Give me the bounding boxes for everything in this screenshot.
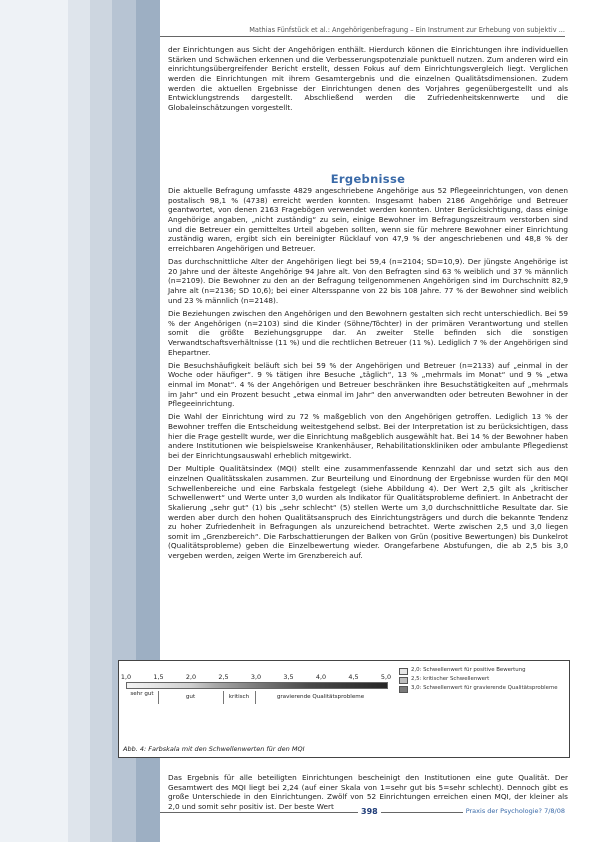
mqi-scale [120,673,393,703]
scale-tick: 1,0 [120,673,132,681]
color-band-2 [68,0,90,842]
section-title: Ergebnisse [330,172,406,186]
journal-name: Praxis der Psychologie? 7/8/08 [463,807,565,815]
scale-tick: 1,5 [153,673,164,681]
legend-swatch [399,686,408,693]
scale-tick: 2,5 [218,673,229,681]
scale-tick: 2,0 [185,673,197,681]
figure-color-scale [118,660,570,758]
scale-categories [126,689,386,703]
legend-label: 3,0: Schwellenwert für gravierende Qualitätsprobleme [411,685,558,691]
gradient-bar [126,682,388,689]
figure-legend [399,667,567,694]
legend-item [399,667,567,675]
legend-label: 2,0: Schwellenwert für positive Bewertung [411,667,526,673]
paragraph-age: Das durchschnittliche Alter der Angehörigen liegt bei 59,4 (n=2104; SD=10,9). Der jüngste Angehörige ist 20 Jahre und der älteste Angehörige 94 Jahre alt. Von den Befragten sind 63 % weiblich und 37 % männlich (n=2109). Die Bewohner zu den an der Befragung teilgenommenen Angehörigen sind im Durchschnitt 82,9 Jahre alt (n=2136; SD 10,6); bei einer Altersspanne von 22 bis 108 Jahre. 77 % der Bewohner sind weiblich und 23 % männlich (n=2148). [168,257,568,305]
paragraph-relationships: Die Beziehungen zwischen den Angehörigen und den Bewohnern gestalten sich recht unterschiedlich. Bei 59 % der Angehörigen (n=2103) sind die Kinder (Söhne/Töchter) in der primären Verantwortung und stellen somit die größte Beziehungsgruppe dar. An zweiter Stelle befinden sich die sonstigen Verwandtschaftsverhältnisse (11 %) und die rechtlichen Betreuer (11 %). Lediglich 7 % der Angehörigen sind Ehepartner. [168,308,568,357]
scale-tick: 3,5 [283,673,294,681]
intro-block [168,45,568,116]
figure-caption: Abb. 4: Farbskala mit den Schwellenwerten für den MQI [123,745,305,753]
scale-tick: 4,0 [315,673,327,681]
category-kritisch: kritisch [223,691,256,704]
scale-tick: 4,5 [348,673,359,681]
legend-swatch [399,668,408,675]
category-gut: gut [158,691,224,704]
scale-tick: 5,0 [380,673,392,681]
paragraph-mqi: Der Multiple Qualitätsindex (MQI) stellt eine zusammenfassende Kennzahl dar und setzt sich aus den einzelnen Qualitätsskalen zusammen. Zur Beurteilung und Einordnung der Ergebnisse wurden für den MQI Schwellenbereiche und eine Farbskala festgelegt (siehe Abbildung 4). Der Wert 2,5 gilt als „kritischer Schwellenwert“ und Werte unter 3,0 wurden als Indikator für Qualitätsprobleme definiert. In Anbetracht der Skalierung „sehr gut“ (1) bis „sehr schlecht“ (5) stellen Werte um 3,0 durchschnittliche Resultate dar. Sie werden aber durch den hohen Qualitätsanspruch des Einrichtungsträgers und durch die bekannte Tendenz zu hoher Zufriedenheit in Befragungen als unzureichend betrachtet. Werte zwischen 2,5 und 3,0 liegen somit im „Grenzbereich“. Die Farbschattierungen der Balken von Grün (positive Bewertungen) bis Dunkelrot (Qualitätsprobleme) geben die Einzelbewertung wieder. Orangefarbene Abstufungen, die ab 2,5 bis 3,0 vergeben werden, zeigen Werte im Grenzbereich auf. [168,464,568,561]
category-gravierend: gravierende Qualitätsprobleme [276,694,365,700]
category-sehr-gut: sehr gut [126,691,159,704]
paragraph-choice-of-facility: Die Wahl der Einrichtung wird zu 72 % maßgeblich von den Angehörigen getroffen. Lediglich 13 % der Bewohner treffen die Entscheidung weitestgehend selbst. Bei der Interpretation ist zu berücksichtigen, dass hier die Frage gestellt wurde, wer die Einrichtung maßgeblich ausgewählt hat. Bei 14 % der Bewohner haben andere Institutionen wie beispielsweise Krankenhäuser, Rehabilitationskliniken oder ambulante Pflegedienst bei der Einrichtungsauswahl erheblich mitgewirkt. [168,412,568,461]
legend-item [399,685,567,693]
results-body [168,186,568,564]
scale-ticks [120,673,393,682]
closing-paragraph: Das Ergebnis für alle beteiligten Einrichtungen bescheinigt den Institutionen eine gute Qualität. Der Gesamtwert des MQI liegt bei 2,24 (auf einer Skala von 1=sehr gut bis 5=sehr schlecht). Dennoch gibt es große Unterschiede in den Einrichtungen. Zwölf von 52 Einrichtungen erreichen einen MQI, der kleiner als 2,0 und somit sehr positiv ist. Der beste Wert [168,773,568,811]
color-band-1 [0,0,68,842]
paragraph-visit-frequency: Die Besuchshäufigkeit beläuft sich bei 59 % der Angehörigen und Betreuer (n=2133) auf „einmal in der Woche oder häufiger“. 9 % tätigen ihre Besuche „täglich“, 13 % „mehrmals im Monat“ und 9 % „etwa einmal im Monat“. 4 % der Angehörigen und Betreuer beschränken ihre Besuchstätigkeiten auf „mehrmals im Jahr“ und ein Prozent besucht „etwa einmal im Jahr“ den anverwandten oder betreuten Bewohner in der Pflegeeinrichtung. [168,360,568,409]
running-head: Mathias Fünfstück et al.: Angehörigenbefragung – Ein Instrument zur Erhebung von subjektiv ... [160,26,565,37]
page-number: 398 [358,807,381,816]
intro-paragraph: der Einrichtungen aus Sicht der Angehörigen enthält. Hierdurch können die Einrichtungen ihre individuellen Stärken und Schwächen erkennen und die Verbesserungspotenziale punktuell nutzen. Zum anderen wird ein einrichtungsübergreifender Bericht erstellt, dessen Fokus auf dem Einrichtungsvergleich liegt. Verglichen werden die Einrichtungen mit ihrem Gesamtergebnis und die einzelnen Qualitätsdimensionen. Zudem werden die aktuellen Ergebnisse der Einrichtungen denen des Vorjahres gegenübergestellt und als Entwicklungstrends dargestellt. Abschließend werden die Zufriedenheitskennwerte und die Globaleinschätzungen vorgestellt. [168,45,568,112]
legend-swatch [399,677,408,684]
color-band-3 [90,0,112,842]
legend-item [399,676,567,684]
scale-tick: 3,0 [250,673,262,681]
paragraph-response-rate: Die aktuelle Befragung umfasste 4829 angeschriebene Angehörige aus 52 Pflegeeinrichtungen, von denen postalisch 98,1 % (4738) erreicht werden konnten. Insgesamt haben 2186 Angehörige und Betreuer geantwortet, von denen 2163 Fragebögen verwendet werden konnten. Unter Berücksichtigung, dass einige Angehörige angaben, „nicht zuständig“ zu sein, einige Bewohner im Befragungszeitraum verstorben sind und die Betreuer ein gemitteltes Urteil abgeben sollten, wenn sie für mehrere Bewohner einer Einrichtung zuständig waren, ergibt sich ein bereinigter Rücklauf von 47,9 % der angeschriebenen und 48,8 % der erreichbaren Angehörigen und Betreuer. [168,186,568,253]
legend-label: 2,5: kritischer Schwellenwert [411,676,490,682]
